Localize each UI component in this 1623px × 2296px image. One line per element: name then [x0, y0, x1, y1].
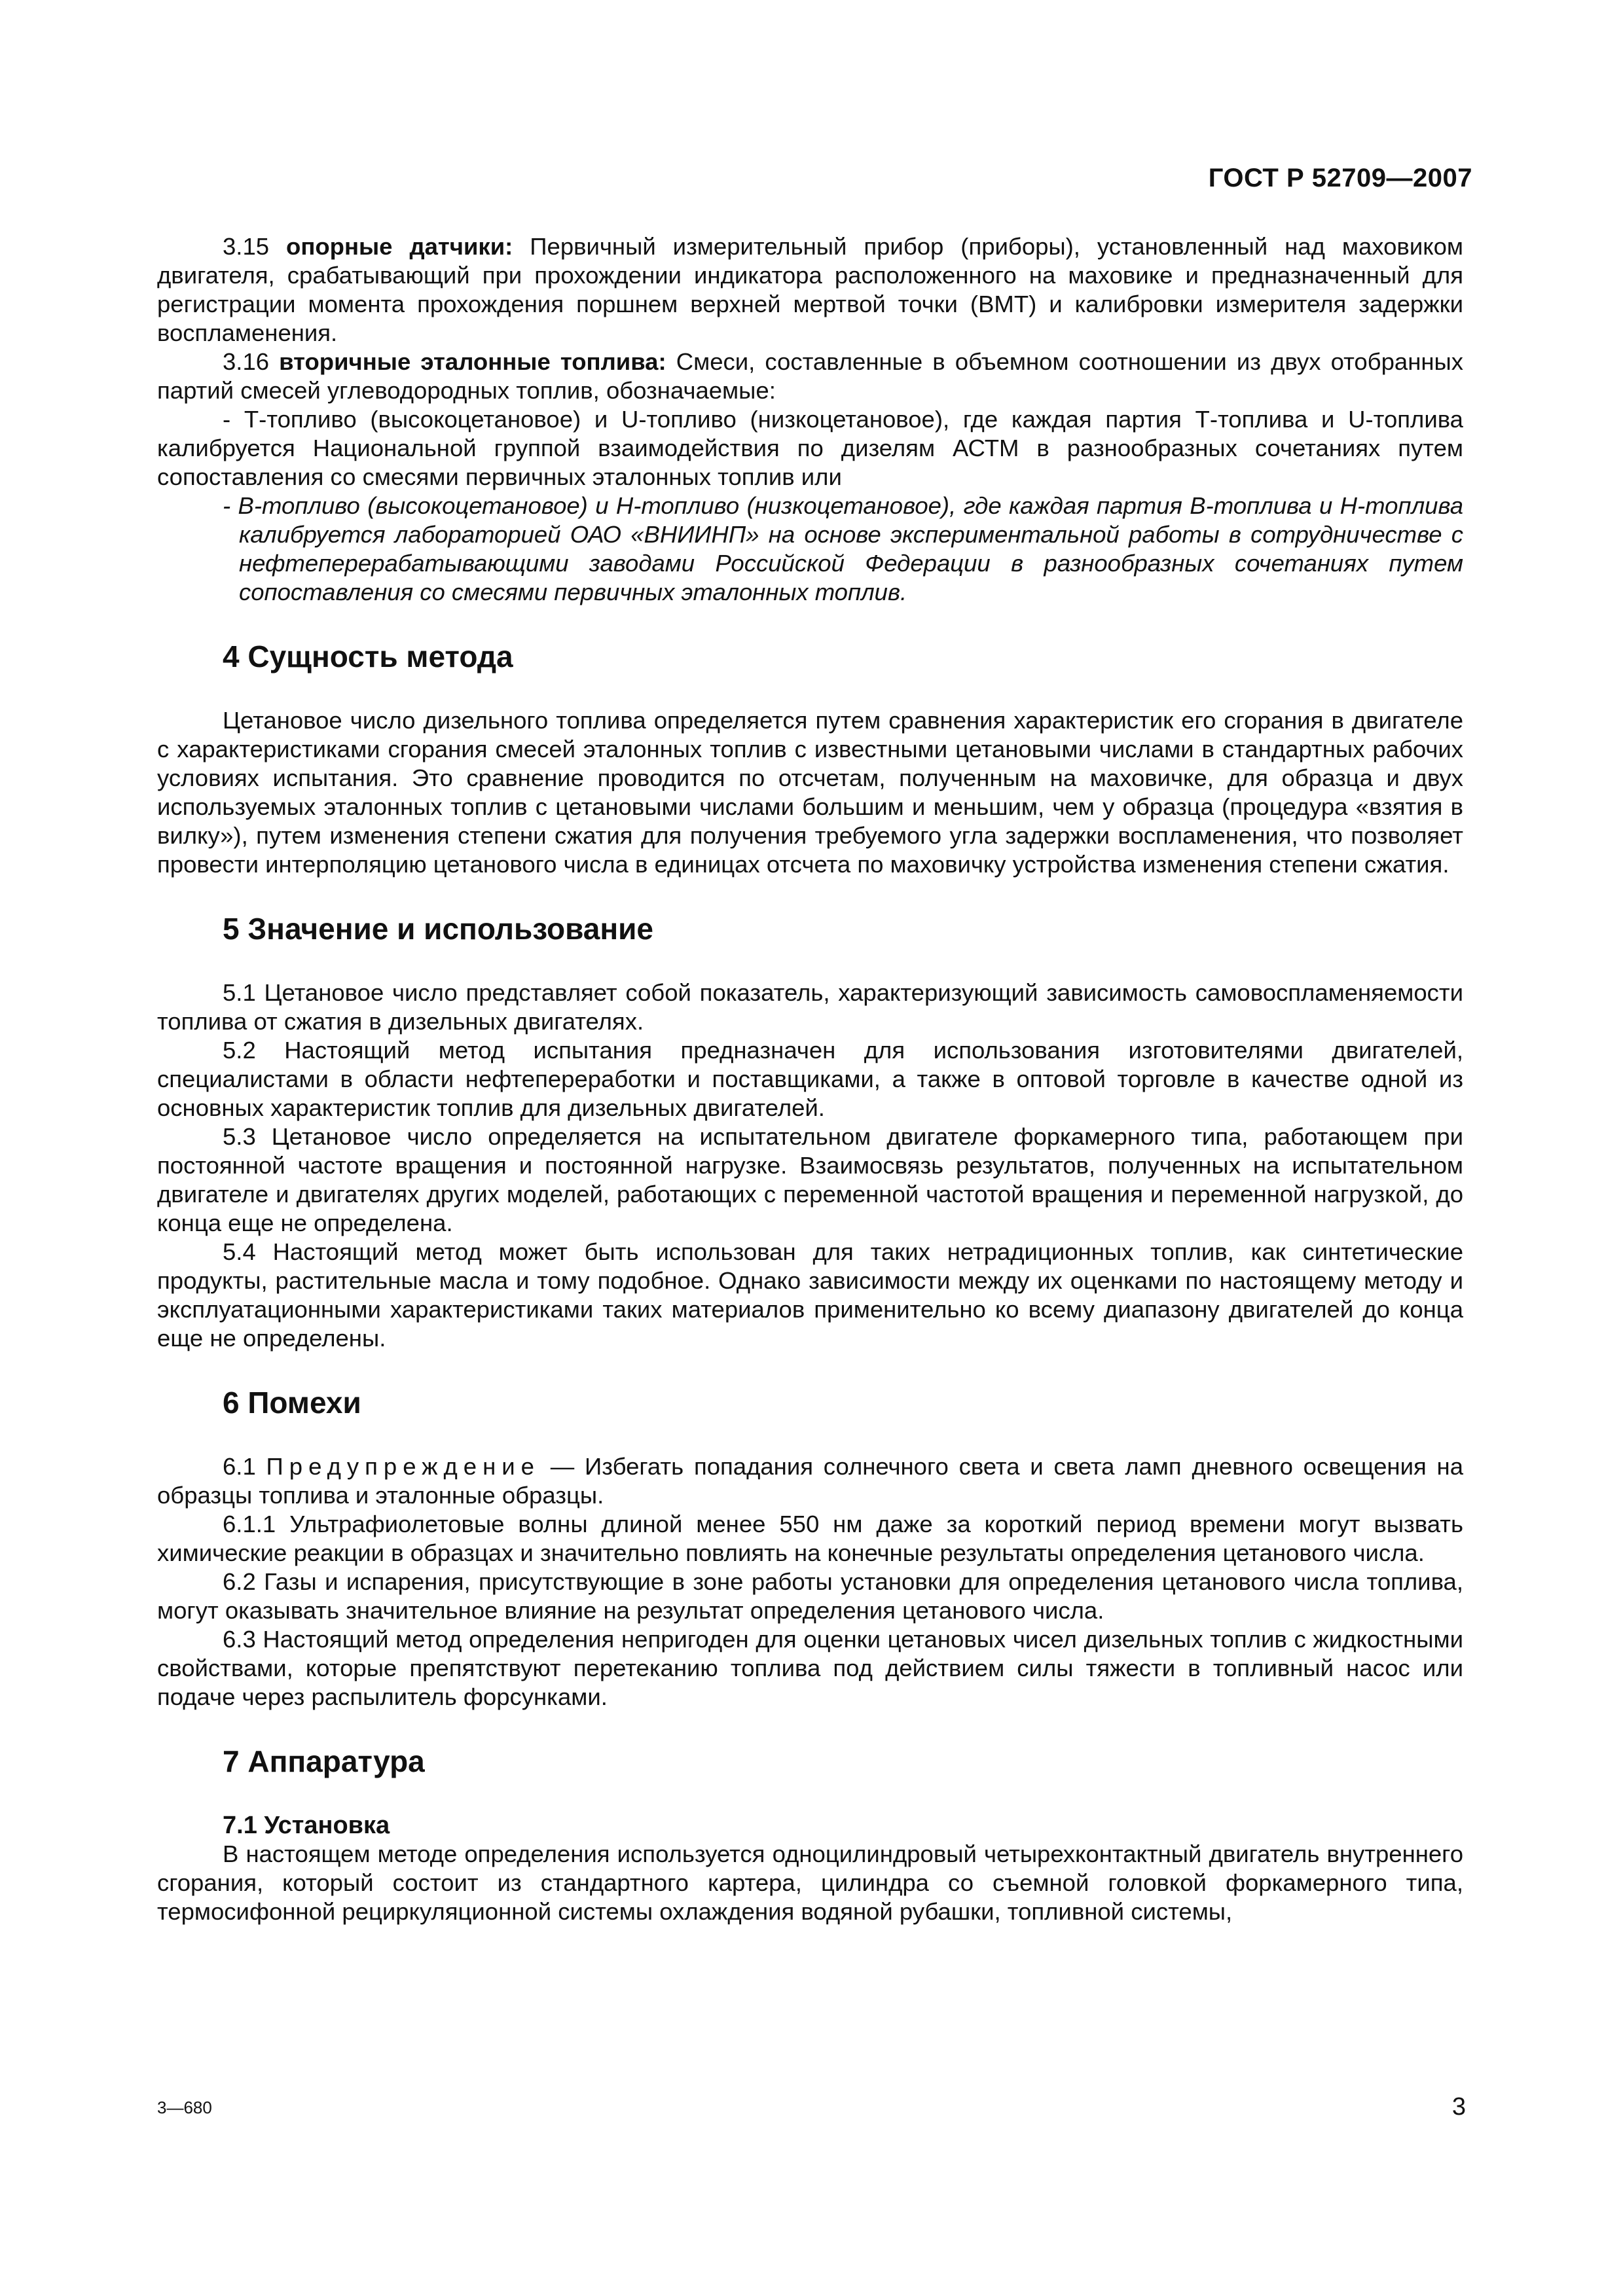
section-7-heading: 7 Аппаратура: [223, 1744, 425, 1778]
print-code: 3—680: [157, 2098, 212, 2117]
list-item-t-u-fuel: - Т-топливо (высокоцетановое) и U-топливо (низкоцетановое), где каждая партия Т-топлива и U-топлива калибруется Национальной группой взаимодействия по дизелям АСТМ в разнообразных сочетаниях путем сопоставления со смесями первичных эталонных топлив или: [157, 406, 1463, 490]
clause-3-15: [157, 232, 1463, 348]
clause-5-4: 5.4 Настоящий метод может быть использован для таких нетрадиционных топлив, как синтетические продукты, растительные масла и тому подобное. Однако зависимости между их оценками по настоящему методу и эксплуатационными характеристиками таких материалов применительно ко всему диапазону двигателей до конца еще не определены.: [157, 1238, 1463, 1352]
section-6-heading: 6 Помехи: [223, 1386, 361, 1420]
clause-6-3: 6.3 Настоящий метод определения непригоден для оценки цетановых чисел дизельных топлив с жидкостными свойствами, которые препятствуют перетеканию топлива под действием силы тяжести в топливный насос или подаче через распылитель форсунками.: [157, 1626, 1463, 1710]
clause-5-1: 5.1 Цетановое число представляет собой показатель, характеризующий зависимость самовоспламеняемости топлива от сжатия в дизельных двигателях.: [157, 979, 1463, 1035]
list-item-b-h-fuel: - В-топливо (высокоцетановое) и Н-топливо (низкоцетановое), где каждая партия В-топлива и Н-топлива калибруется лабораторией ОАО «ВНИИНП» на основе экспериментальной работы в сотрудничестве с нефтеперерабатывающими заводами Российской Федерации в разнообразных сочетаниях путем сопоставления со смесями первичных эталонных топлив.: [223, 492, 1463, 605]
clause-number: 6.1: [223, 1453, 266, 1480]
section-5-heading: 5 Значение и использование: [223, 912, 653, 946]
clause-5-3: 5.3 Цетановое число определяется на испытательном двигателе форкамерного типа, работающем при постоянной частоте вращения и постоянной нагрузке. Взаимосвязь результатов, полученных на испытательном двигателе и двигателях других моделей, работающих с переменной частотой вращения и переменной нагрузкой, до конца еще не определена.: [157, 1123, 1463, 1236]
document-body: [157, 232, 1463, 1926]
clause-6-2: 6.2 Газы и испарения, присутствующие в зоне работы установки для определения цетанового числа топлива, могут оказывать значительное влияние на результат определения цетанового числа.: [157, 1568, 1463, 1624]
section-4-heading: 4 Сущность метода: [223, 639, 513, 673]
clause-number: 3.15: [223, 233, 270, 260]
clause-5-2: 5.2 Настоящий метод испытания предназначен для использования изготовителями двигателей, специалистами в области нефтепереработки и поставщиками, а также в оптовой торговле в качестве одной из основных характеристик топлив для дизельных двигателей.: [157, 1037, 1463, 1121]
warning-label: Предупреждение: [266, 1453, 540, 1480]
term-secondary-reference-fuels: вторичные эталонные топлива:: [279, 348, 666, 375]
clause-6-1-1: 6.1.1 Ультрафиолетовые волны длиной менее 550 нм даже за короткий период времени могут вызвать химические реакции в образцах и значительно повлиять на конечные результаты определения цетанового числа.: [157, 1511, 1463, 1566]
clause-6-1: [157, 1452, 1463, 1510]
section-4-paragraph: Цетановое число дизельного топлива определяется путем сравнения характеристик его сгорания в двигателе с характеристиками сгорания смесей эталонных топлив с известными цетановыми числами в стандартных рабочих условиях испытания. Это сравнение проводится по отсчетам, полученным на маховичке, для образца и двух используемых эталонных топлив с цетановыми числами большим и меньшим, чем у образца (процедура «взятия в вилку»), путем изменения степени сжатия для получения требуемого угла задержки воспламенения, что позволяет провести интерполяцию цетанового числа в единицах отсчета по маховичку устройства изменения степени сжатия.: [157, 707, 1463, 878]
clause-text: — Избегать попадания солнечного света и света ламп дневного освещения на образцы топлива и эталонные образцы.: [157, 1453, 1463, 1509]
standard-designation: ГОСТ Р 52709—2007: [1208, 164, 1472, 192]
clause-7-1-paragraph: В настоящем методе определения используется одноцилиндровый четырехконтактный двигатель внутреннего сгорания, который состоит из стандартного картера, цилиндра со съемной головкой форкамерного типа, термосифонной рециркуляционной системы охлаждения водяной рубашки, топливной системы,: [157, 1840, 1463, 1925]
clause-text: Первичный измерительный прибор (приборы), установленный над маховиком двигателя, срабатывающий при прохождении индикатора расположенного на маховике и предназначенный для регистрации момента прохождения поршнем верхней мертвой точки (ВМТ) и калибровки измерителя задержки воспламенения.: [157, 233, 1463, 346]
page-number: 3: [1451, 2093, 1466, 2121]
subsection-7-1-heading: 7.1 Установка: [223, 1812, 390, 1839]
clause-number: 3.16: [223, 348, 270, 375]
term-reference-sensors: опорные датчики:: [286, 233, 513, 260]
clause-3-16: [157, 348, 1463, 405]
clause-text: Смеси, составленные в объемном соотношении из двух отобранных партий смесей углеводородных топлив, обозначаемые:: [157, 348, 1463, 404]
